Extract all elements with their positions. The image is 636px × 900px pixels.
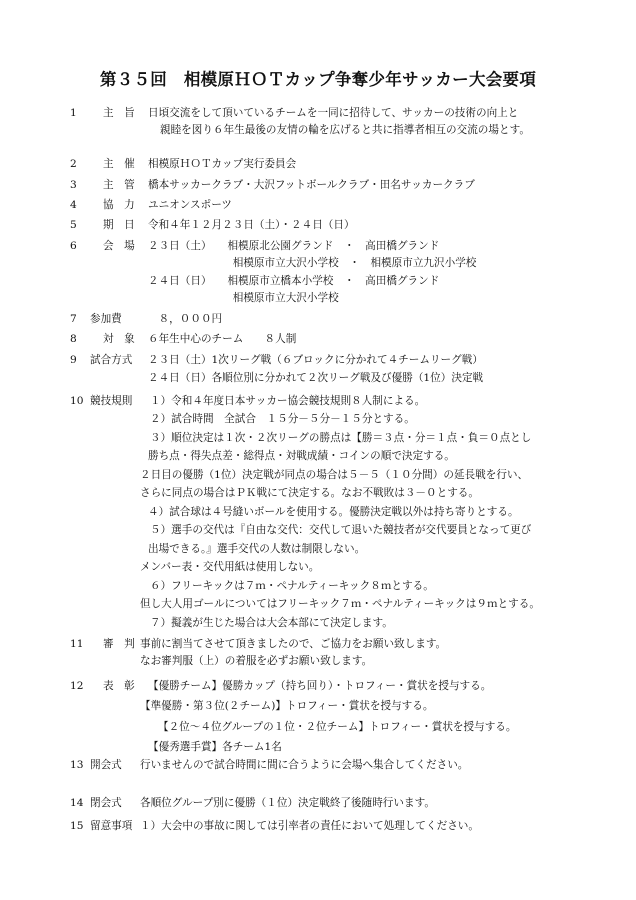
section-label: 会 場 xyxy=(103,240,135,252)
section-number: 10 xyxy=(70,395,84,407)
section-text-line: ５）選手の交代は『自由な交代：交代して退いた競技者が交代要員となって更び xyxy=(150,524,532,536)
section-text-line: さらに同点の場合はＰＫ戦にて決定する。なお不戦敗は３－０とする。 xyxy=(140,487,479,499)
section-number: 15 xyxy=(70,820,84,832)
section-text-line: 行いませんので試合時間に間に合うように会場へ集合してください。 xyxy=(140,759,469,771)
section-text-line: 【優勝チーム】優勝カップ（持ち回り）・トロフィー・賞状を授与する。 xyxy=(148,680,492,692)
section-number: 1 xyxy=(70,107,77,119)
section-number: 3 xyxy=(70,179,77,191)
section-number: 7 xyxy=(70,313,77,325)
section-label: 主 旨 xyxy=(103,107,135,119)
section-number: 11 xyxy=(70,638,84,650)
section-number: 14 xyxy=(70,797,84,809)
section-text-line: 勝ち点・得失点差・総得点・対戦成績・コインの順で決定する。 xyxy=(148,450,455,462)
section-text-line: 相模原市立大沢小学校 ・ 相模原市立九沢小学校 xyxy=(148,257,477,269)
section-number: 9 xyxy=(70,354,77,366)
section-label: 参加費 xyxy=(90,313,122,325)
section-text-line: ２４日（日）各順位別に分かれて２次リーグ戦及び優勝（1位）決定戦 xyxy=(148,372,484,384)
section-text-line: ３）順位決定は１次・２次リーグの勝点は【勝＝３点・分＝１点・負＝０点とし xyxy=(150,432,532,444)
section-text-line: 相模原ＨＯＴカップ実行委員会 xyxy=(148,158,297,170)
section-label: 閉会式 xyxy=(90,797,122,809)
section-text-line: 橋本サッカークラブ・大沢フットボールクラブ・田名サッカークラブ xyxy=(148,179,475,191)
section-number: 8 xyxy=(70,333,77,345)
section-text-line: メンバー表・交代用紙は使用しない。 xyxy=(140,561,320,573)
section-label: 競技規則 xyxy=(90,395,133,407)
section-label: 試合方式 xyxy=(90,354,133,366)
section-label: 協 力 xyxy=(103,199,135,211)
section-text-line: 但し大人用ゴールについてはフリーキック７ｍ・ペナルティーキックは９ｍとする。 xyxy=(140,598,540,610)
section-text-line: ２日目の優勝（1位）決定戦が同点の場合は５－５（１０分間）の延長戦を行い、 xyxy=(140,469,529,481)
section-text-line: ２４日（日） 相模原市立橋本小学校 ・ 高田橋グランド xyxy=(148,275,440,287)
section-label: 主 催 xyxy=(103,158,135,170)
section-text-line: １）令和４年度日本サッカー協会競技規則８人制による。 xyxy=(150,395,426,407)
section-text-line: ７）擬義が生じた場合は大会本部にて決定します。 xyxy=(150,617,393,629)
section-number: 13 xyxy=(70,759,84,771)
section-number: 5 xyxy=(70,219,77,231)
section-text-line: 親睦を図り６年生最後の友情の輪を広げると共に指導者相互の交流の場とす。 xyxy=(160,124,530,136)
section-text-line: ４）試合球は４号縫いボールを使用する。優勝決定戦以外は持ち寄りとする。 xyxy=(148,506,519,518)
section-text-line: 【準優勝・第３位(２チーム)】トロフィー・賞状を授与する。 xyxy=(140,700,434,712)
section-label: 表 彰 xyxy=(103,680,135,692)
section-text-line: なお審判服（上）の着服を必ずお願い致します。 xyxy=(140,655,373,667)
section-text-line: ６年生中心のチーム ８人制 xyxy=(148,333,297,345)
section-text-line: １）大会中の事故に関しては引率者の責任において処理してください。 xyxy=(140,820,479,832)
section-label: 留意事項 xyxy=(90,820,133,832)
section-text-line: 出場できる。』選手交代の人数は制限しない。 xyxy=(148,543,366,555)
section-label: 開会式 xyxy=(90,759,122,771)
section-text-line: 令和４年１２月２３日（土）・２４日（日） xyxy=(148,219,355,231)
section-text-line: ６）フリーキックは７ｍ・ペナルティーキック８ｍとする。 xyxy=(150,580,434,592)
section-text-line: ８，０００円 xyxy=(148,313,223,325)
section-text-line: 事前に割当てさせて頂きましたので、ご協力をお願い致します。 xyxy=(140,638,447,650)
section-text-line: ２）試合時間 全試合 １５分－５分－１５分とする。 xyxy=(150,413,415,425)
section-text-line: 相模原市立大沢小学校 xyxy=(148,292,339,304)
section-number: 12 xyxy=(70,680,84,692)
section-label: 主 管 xyxy=(103,179,135,191)
section-number: 2 xyxy=(70,158,77,170)
section-text-line: 日頃交流をして頂いているチームを一同に招待して、サッカーの技術の向上と xyxy=(148,107,519,119)
section-number: 6 xyxy=(70,240,77,252)
document-title: 第３５回 相模原ＨＯＴカップ争奪少年サッカー大会要項 xyxy=(99,70,537,89)
section-text-line: 【２位～４位グループの１位・２位チーム】トロフィー・賞状を授与する。 xyxy=(158,721,517,733)
section-label: 審 判 xyxy=(103,638,135,650)
section-label: 期 日 xyxy=(103,219,135,231)
section-text-line: ユニオンスポーツ xyxy=(148,199,233,211)
section-text-line: ２３日（土） 相模原北公園グランド ・ 高田橋グランド xyxy=(148,240,440,252)
section-text-line: 各順位グループ別に優勝（１位）決定戦終了後随時行います。 xyxy=(140,797,435,809)
section-label: 対 象 xyxy=(103,333,135,345)
section-number: 4 xyxy=(70,199,77,211)
section-text-line: 【優秀選手賞】各チーム1名 xyxy=(148,741,282,753)
section-text-line: ２３日（土）1次リーグ戦（６ブロックに分かれて４チームリーグ戦） xyxy=(148,354,483,366)
